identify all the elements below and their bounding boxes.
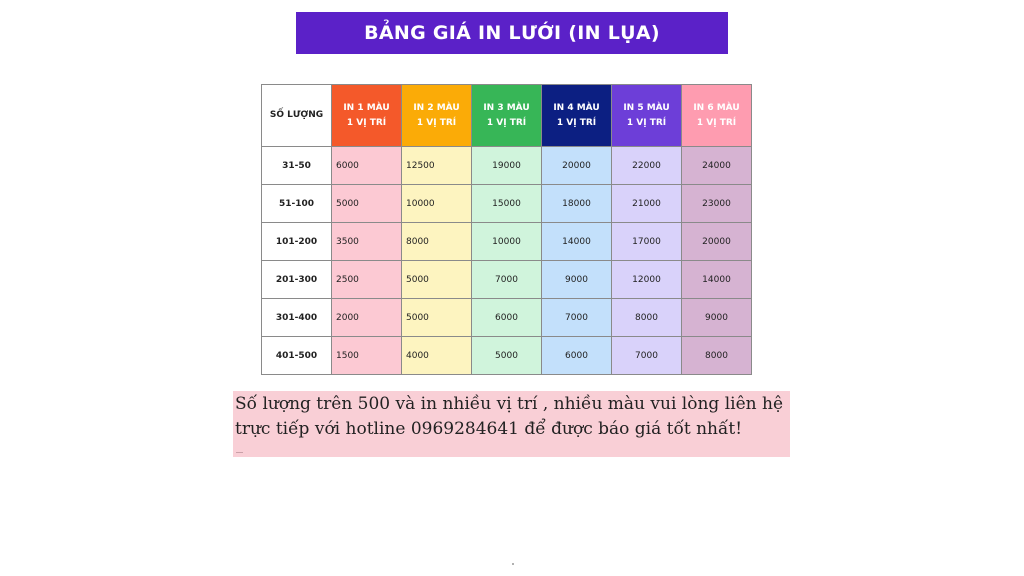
table-row (262, 223, 752, 261)
price-cell: 7000 (612, 337, 682, 375)
column-header-line2: 1 VỊ TRÍ (626, 117, 667, 128)
price-cell: 18000 (542, 185, 612, 223)
price-cell: 5000 (472, 337, 542, 375)
price-cell: 7000 (472, 261, 542, 299)
price-cell: 2000 (332, 299, 402, 337)
column-header-6-color (682, 85, 752, 147)
contact-note-line2: trực tiếp với hotline 0969284641 để được báo giá tốt nhất! (235, 419, 743, 439)
column-header-2-color (402, 85, 472, 147)
price-cell: 20000 (542, 147, 612, 185)
table-row (262, 337, 752, 375)
price-cell: 6000 (542, 337, 612, 375)
price-cell: 10000 (402, 185, 472, 223)
price-cell: 6000 (472, 299, 542, 337)
qty-cell: 101-200 (262, 223, 332, 261)
column-header-line1: IN 5 MÀU (623, 102, 670, 113)
price-cell: 1500 (332, 337, 402, 375)
price-cell: 9000 (682, 299, 752, 337)
column-header-line1: IN 2 MÀU (413, 102, 460, 113)
price-cell: 19000 (472, 147, 542, 185)
price-cell: 8000 (682, 337, 752, 375)
column-header-line2: 1 VỊ TRÍ (556, 117, 597, 128)
price-cell: 14000 (542, 223, 612, 261)
table-header-row (262, 85, 752, 147)
price-cell: 20000 (682, 223, 752, 261)
price-cell: 14000 (682, 261, 752, 299)
column-header-1-color (332, 85, 402, 147)
column-header-line2: 1 VỊ TRÍ (696, 117, 737, 128)
table-row (262, 299, 752, 337)
price-cell: 10000 (472, 223, 542, 261)
price-cell: 12000 (612, 261, 682, 299)
price-cell: 6000 (332, 147, 402, 185)
column-header-line2: 1 VỊ TRÍ (416, 117, 457, 128)
qty-cell: 201-300 (262, 261, 332, 299)
contact-note-line1: Số lượng trên 500 và in nhiều vị trí , nhiều màu vui lòng liên hệ (235, 394, 784, 414)
column-header-line2: 1 VỊ TRÍ (486, 117, 527, 128)
price-cell: 5000 (402, 299, 472, 337)
table-row (262, 185, 752, 223)
qty-cell: 301-400 (262, 299, 332, 337)
price-cell: 7000 (542, 299, 612, 337)
price-cell: 3500 (332, 223, 402, 261)
note-underline-mark (236, 452, 243, 453)
price-cell: 9000 (542, 261, 612, 299)
price-cell: 12500 (402, 147, 472, 185)
column-header-line1: IN 6 MÀU (693, 102, 740, 113)
column-header-5-color (612, 85, 682, 147)
qty-column-header: SỐ LƯỢNG (262, 85, 332, 147)
column-header-4-color (542, 85, 612, 147)
page-title: BẢNG GIÁ IN LƯỚI (IN LỤA) (296, 12, 728, 54)
column-header-3-color (472, 85, 542, 147)
price-cell: 5000 (402, 261, 472, 299)
price-cell: 4000 (402, 337, 472, 375)
stray-dot (512, 563, 514, 565)
price-cell: 17000 (612, 223, 682, 261)
qty-cell: 31-50 (262, 147, 332, 185)
price-cell: 15000 (472, 185, 542, 223)
price-cell: 24000 (682, 147, 752, 185)
column-header-line1: IN 1 MÀU (343, 102, 390, 113)
contact-note (233, 391, 790, 457)
price-cell: 22000 (612, 147, 682, 185)
price-cell: 8000 (402, 223, 472, 261)
column-header-line1: IN 3 MÀU (483, 102, 530, 113)
table-row (262, 261, 752, 299)
column-header-line1: IN 4 MÀU (553, 102, 600, 113)
price-table (261, 84, 752, 375)
column-header-line2: 1 VỊ TRÍ (346, 117, 387, 128)
price-cell: 23000 (682, 185, 752, 223)
table-row (262, 147, 752, 185)
qty-cell: 401-500 (262, 337, 332, 375)
price-cell: 2500 (332, 261, 402, 299)
price-cell: 8000 (612, 299, 682, 337)
price-cell: 21000 (612, 185, 682, 223)
price-cell: 5000 (332, 185, 402, 223)
qty-cell: 51-100 (262, 185, 332, 223)
